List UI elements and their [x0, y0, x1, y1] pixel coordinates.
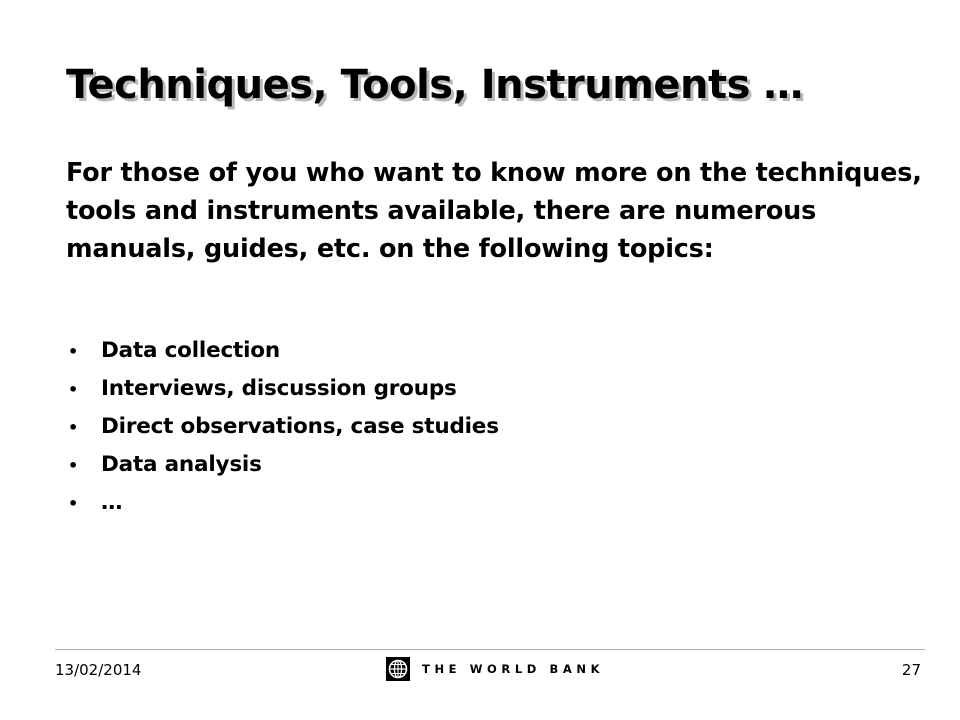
bullet-icon: •	[68, 380, 79, 399]
footer-divider	[55, 649, 925, 650]
topic-list	[68, 333, 499, 523]
bullet-icon: •	[68, 342, 79, 361]
list-item-text: Interviews, discussion groups	[101, 376, 457, 401]
bullet-icon: •	[68, 494, 79, 513]
list-item-text: Data analysis	[101, 452, 262, 477]
world-bank-logo-icon	[386, 657, 410, 681]
list-item	[68, 447, 499, 485]
bullet-icon: •	[68, 456, 79, 475]
world-bank-logo	[386, 657, 604, 681]
list-item-text: Data collection	[101, 338, 280, 363]
slide-title: Techniques, Tools, Instruments …	[66, 62, 803, 108]
list-item-text: Direct observations, case studies	[101, 414, 499, 439]
list-item-text: …	[101, 490, 123, 515]
footer-date: 13/02/2014	[55, 661, 142, 679]
list-item	[68, 371, 499, 409]
list-item	[68, 409, 499, 447]
logo-text: THE WORLD BANK	[422, 662, 605, 676]
list-item	[68, 485, 499, 523]
bullet-icon: •	[68, 418, 79, 437]
intro-paragraph: For those of you who want to know more on the techniques, tools and instruments available, there are numerous manuals, guides, etc. on the following topics:	[66, 158, 922, 264]
page-number: 27	[901, 661, 921, 679]
list-item	[68, 333, 499, 371]
